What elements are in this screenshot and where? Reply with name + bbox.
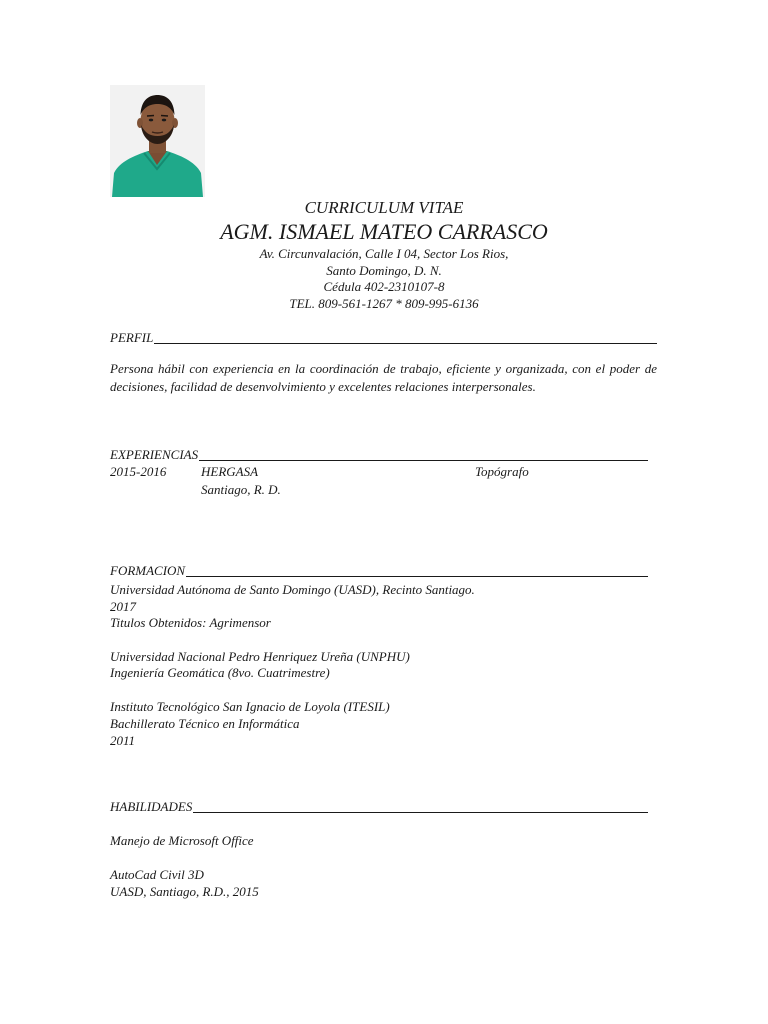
education-line: 2011 [110,733,136,748]
skill-line: AutoCad Civil 3D [110,867,204,882]
address-line-1: Av. Circunvalación, Calle I 04, Sector Los Rios, [259,246,509,261]
perfil-text: Persona hábil con experiencia en la coordinación de trabajo, eficiente y organizada, con el poder de decisiones, facilidad de desenvolvimiento y excelentes relaciones interpersonales. [110,361,657,394]
education-line: Universidad Autónoma de Santo Domingo (UASD), Recinto Santiago. [110,582,475,597]
candidate-name: AGM. ISMAEL MATEO CARRASCO [220,219,548,244]
section-heading-habilidades [110,799,648,815]
section-title-habilidades: HABILIDADES [110,799,193,814]
cedula-number: Cédula 402-2310107-8 [323,279,445,294]
section-title-formacion: FORMACION [110,563,186,578]
skill-line: UASD, Santiago, R.D., 2015 [110,884,259,899]
section-heading-perfil [110,330,657,346]
section-heading-formacion [110,563,648,579]
section-rule [154,343,657,344]
section-title-experiencias: EXPERIENCIAS [110,447,199,462]
skill-line: Manejo de Microsoft Office [110,833,254,848]
experience-role: Topógrafo [475,464,529,479]
phone-numbers: TEL. 809-561-1267 * 809-995-6136 [289,296,479,311]
address-line-2: Santo Domingo, D. N. [326,263,442,278]
profile-photo [110,85,205,197]
section-rule [199,460,648,461]
section-title-perfil: PERFIL [110,330,154,345]
education-line: Universidad Nacional Pedro Henriquez Ureña (UNPHU) [110,649,410,664]
experience-years: 2015-2016 [110,464,167,479]
section-heading-experiencias [110,447,648,463]
education-line: 2017 [110,599,136,614]
section-rule [193,812,648,813]
education-line: Ingeniería Geomática (8vo. Cuatrimestre) [110,665,330,680]
person-portrait-icon [110,85,205,197]
experience-company: HERGASA [201,464,259,479]
education-line: Instituto Tecnológico San Ignacio de Loyola (ITESIL) [110,699,390,714]
education-line: Titulos Obtenidos: Agrimensor [110,615,271,630]
section-rule [186,576,648,577]
document-type-title: CURRICULUM VITAE [304,198,464,217]
experience-location: Santiago, R. D. [201,482,281,497]
education-line: Bachillerato Técnico en Informática [110,716,300,731]
